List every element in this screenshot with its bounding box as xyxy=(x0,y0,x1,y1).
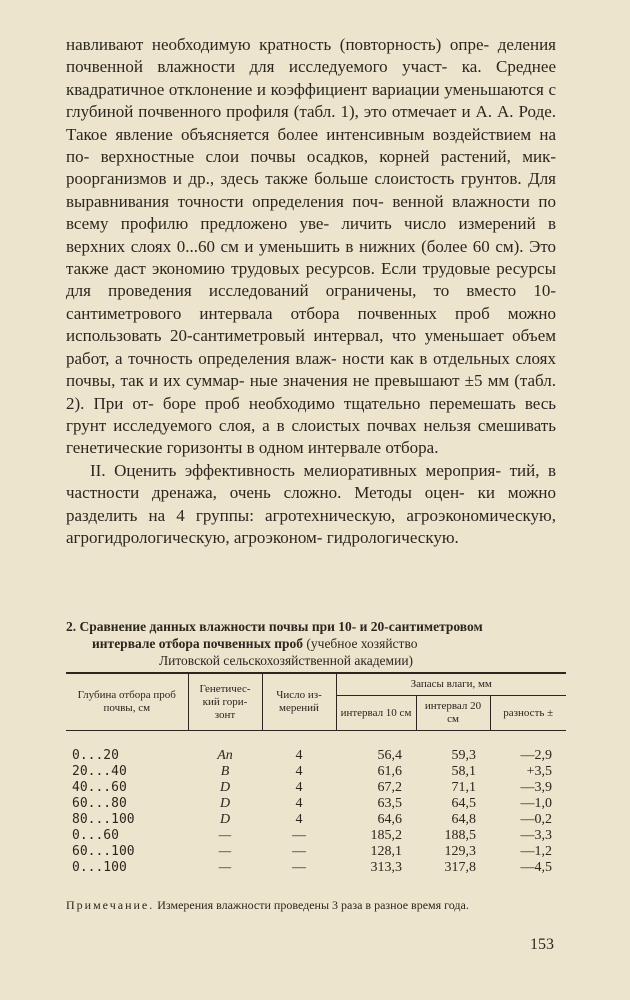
table-row xyxy=(66,859,566,875)
body-text xyxy=(66,34,556,549)
cell-diff: —1,0 xyxy=(520,795,552,811)
cell-depth: 0...100 xyxy=(72,859,127,875)
cell-count: — xyxy=(292,827,306,843)
cell-diff: —2,9 xyxy=(520,747,552,763)
text-line: ности как в отдельных слоях почвы, так и их суммар- xyxy=(66,348,556,391)
text-line: для проведения исследований ограничены, то вместо xyxy=(66,281,517,301)
cell-diff: —3,9 xyxy=(520,779,552,795)
cell-int20: 188,5 xyxy=(444,827,476,843)
header-int10: интервал 10 см xyxy=(336,696,416,731)
text-line: объясняется более интенсивным воздействием на по- xyxy=(66,124,557,167)
cell-horizon: D xyxy=(219,779,231,795)
page-number: 153 xyxy=(530,936,554,953)
text-line: грунт исследуемого слоя, а в слоистых почвах нельзя xyxy=(66,415,471,435)
cell-int20: 71,1 xyxy=(451,779,476,795)
cell-int10: 64,6 xyxy=(377,811,402,827)
caption-line-3: Литовской сельскохозяйственной академии) xyxy=(158,653,414,668)
cell-int20: 64,5 xyxy=(451,795,476,811)
cell-int20: 58,1 xyxy=(451,763,476,779)
table-note xyxy=(66,898,566,913)
text-line: можно использовать 20-сантиметровый интервал, что xyxy=(66,303,557,346)
table-row xyxy=(66,779,566,795)
table-row xyxy=(66,763,566,779)
text-line: личить число измерений в верхних слоях 0...60 см и xyxy=(66,214,556,256)
table-row xyxy=(66,827,566,843)
text-line: II. Оценить эффективность мелиоративных мероприя- xyxy=(90,460,502,480)
cell-horizon: — xyxy=(218,827,232,843)
cell-count: 4 xyxy=(295,763,303,779)
header-int20: интервал 20 см xyxy=(416,696,490,731)
text-line: уменьшить в нижних (более 60 см). Это также даст xyxy=(66,236,557,279)
text-line: навливают необходимую кратность (повторность) опре- xyxy=(66,35,490,54)
cell-int10: 67,2 xyxy=(377,779,402,795)
cell-count: 4 xyxy=(295,811,303,827)
caption-line-1 xyxy=(66,618,566,635)
cell-int10: 56,4 xyxy=(377,747,402,763)
text-line: 10-сантиметрового интервала отбора почвенных проб xyxy=(66,281,556,323)
text-line: ка. Среднее квадратичное отклонение и коэффициент xyxy=(66,57,556,99)
cell-depth: 40...60 xyxy=(72,779,127,795)
cell-count: — xyxy=(292,859,306,875)
cell-horizon: B xyxy=(220,763,230,779)
header-count: Число из-мерений xyxy=(262,673,336,731)
caption-line-2 xyxy=(66,635,566,652)
cell-horizon: — xyxy=(218,843,232,859)
text-line: тий, в частности дренажа, очень сложно. Методы оцен- xyxy=(66,460,557,503)
cell-horizon: D xyxy=(219,811,231,827)
cell-int20: 59,3 xyxy=(451,747,476,763)
cell-depth: 60...100 xyxy=(72,843,135,859)
table-row xyxy=(66,795,566,811)
cell-int10: 61,6 xyxy=(377,763,402,779)
cell-int10: 128,1 xyxy=(370,843,402,859)
text-line: гидрологическую. xyxy=(326,527,459,547)
cell-count: 4 xyxy=(295,747,303,763)
cell-diff: —0,2 xyxy=(520,811,552,827)
cell-diff: +3,5 xyxy=(526,763,552,779)
cell-depth: 0...20 xyxy=(72,747,119,763)
text-line: роорганизмов и др., здесь также больше слоистость xyxy=(66,169,455,189)
cell-int10: 63,5 xyxy=(377,795,402,811)
text-line: уменьшает объем работ, а точность определения влаж- xyxy=(66,326,557,368)
header-depth: Глубина отбора проб почвы, см xyxy=(66,673,188,731)
text-line: ки можно разделить на 4 группы: агротехническую, xyxy=(66,483,556,525)
text-line: верхностные слои почвы осадков, корней растений, мик- xyxy=(100,147,556,167)
cell-depth: 60...80 xyxy=(72,795,127,811)
text-line: боре проб необходимо тщательно перемешать весь xyxy=(162,393,557,413)
table-caption xyxy=(66,618,566,669)
cell-depth: 0...60 xyxy=(72,827,119,843)
caption-title: Сравнение данных влажности почвы при 10- и 20-сантиметровом xyxy=(79,619,483,634)
text-line: вариации уменьшаются с глубиной почвенного профиля xyxy=(66,79,556,122)
header-diff: разность ± xyxy=(490,696,566,731)
note-lead: Примечание. xyxy=(66,898,155,912)
cell-count: — xyxy=(292,843,306,859)
cell-int10: 313,3 xyxy=(370,859,402,875)
cell-horizon: — xyxy=(218,859,232,875)
cell-diff: —4,5 xyxy=(520,859,552,875)
table-row xyxy=(66,731,566,764)
paragraph-2 xyxy=(66,460,556,550)
text-line: агроэкономическую, агрогидрологическую, агроэконом- xyxy=(66,505,557,547)
cell-int20: 129,3 xyxy=(444,843,476,859)
cell-diff: —1,2 xyxy=(520,843,552,859)
cell-int20: 317,8 xyxy=(444,859,476,875)
caption-number: 2. xyxy=(66,619,77,634)
cell-depth: 20...40 xyxy=(72,763,127,779)
cell-count: 4 xyxy=(295,795,303,811)
cell-count: 4 xyxy=(295,779,303,795)
cell-horizon: Aп xyxy=(217,747,233,763)
header-reserves: Запасы влаги, мм xyxy=(336,673,566,696)
cell-int10: 185,2 xyxy=(370,827,402,843)
caption-title-cont: интервале отбора почвенных проб xyxy=(92,636,304,651)
text-line: отбора. xyxy=(385,438,439,458)
cell-diff: —3,3 xyxy=(520,827,552,843)
paragraph-1 xyxy=(66,34,556,460)
text-line: ные значения не превышают ±5 мм (табл. 2). При от- xyxy=(66,371,557,413)
text-line: венной влажности по всему профилю предложено уве- xyxy=(66,191,556,234)
text-line: деления почвенной влажности для исследуемого участ- xyxy=(66,35,556,77)
table-row xyxy=(66,843,566,859)
moisture-table xyxy=(66,672,566,875)
table-row xyxy=(66,811,566,827)
text-line: смешивать генетические горизонты в одном интервале xyxy=(66,415,556,458)
cell-int20: 64,8 xyxy=(451,811,476,827)
cell-depth: 80...100 xyxy=(72,811,135,827)
text-line: грунтов. Для выравнивания точности определения поч- xyxy=(66,169,556,211)
cell-horizon: D xyxy=(219,795,231,811)
note-text: Измерения влажности проведены 3 раза в разное время года. xyxy=(157,898,469,912)
caption-source: (учебное хозяйство xyxy=(306,636,418,651)
text-line: экономию трудовых ресурсов. Если трудовые ресурсы xyxy=(151,259,556,279)
header-horizon: Генетичес-кий гори-зонт xyxy=(188,673,262,731)
text-line: (табл. 1), это отмечает и А. А. Роде. Такое явление xyxy=(66,102,557,144)
